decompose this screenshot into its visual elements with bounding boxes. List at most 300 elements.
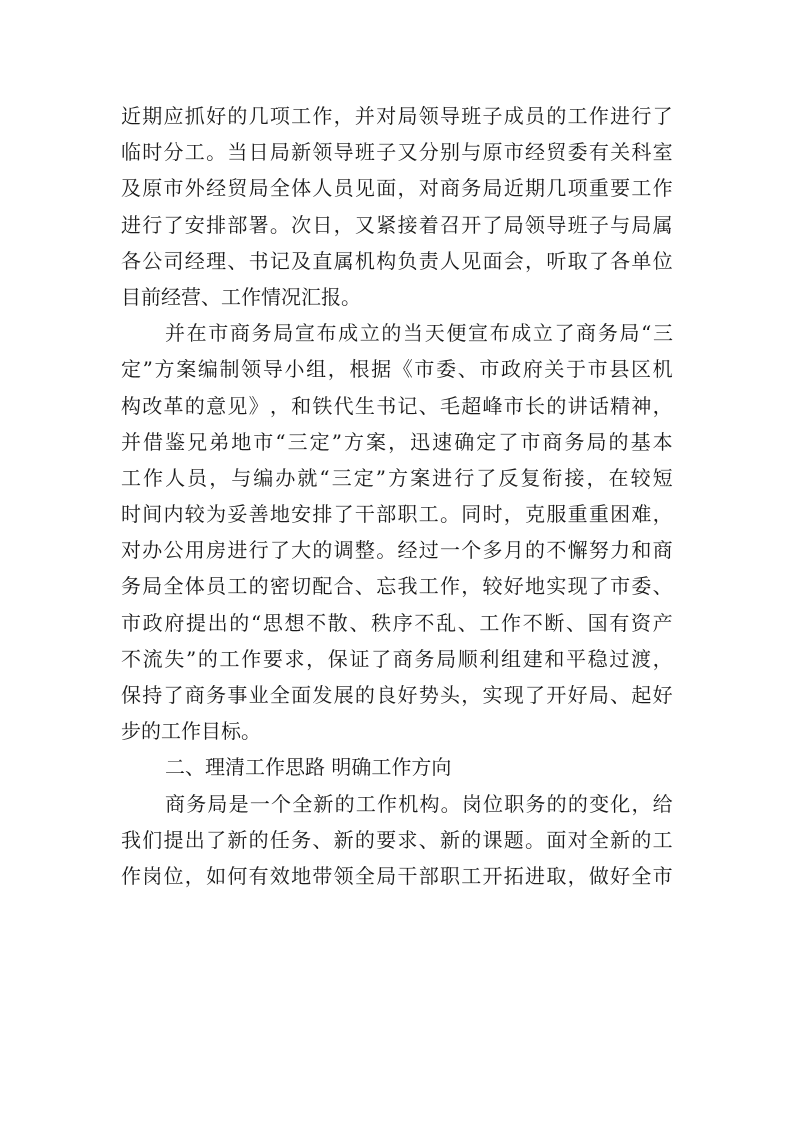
glyph: 局 xyxy=(248,176,269,201)
glyph: 员 xyxy=(187,465,208,490)
glyph: 地 xyxy=(291,863,312,888)
glyph: 作 xyxy=(652,176,673,201)
glyph: 不 xyxy=(121,646,141,671)
glyph: 进 xyxy=(432,465,453,490)
glyph: 日 xyxy=(248,140,269,165)
glyph: 的 xyxy=(608,429,629,454)
glyph: 单 xyxy=(631,248,652,273)
glyph: 的 xyxy=(312,538,333,563)
glyph: 定 xyxy=(353,465,374,490)
glyph: 弟 xyxy=(209,429,230,454)
glyph: 工 xyxy=(567,104,588,128)
glyph: 市 xyxy=(208,321,229,346)
glyph: 面 xyxy=(546,827,567,852)
glyph: 出 xyxy=(207,610,228,635)
glyph: 工 xyxy=(461,863,482,888)
glyph: 导 xyxy=(262,357,283,382)
glyph: 召 xyxy=(439,212,460,237)
glyph: 的 xyxy=(546,104,567,128)
glyph: 配 xyxy=(312,574,333,599)
glyph: 工 xyxy=(291,104,312,128)
glyph: 商 xyxy=(439,176,460,201)
glyph: 了 xyxy=(163,683,184,707)
glyph: 的 xyxy=(354,827,375,852)
glyph: 带 xyxy=(312,863,333,888)
text-line xyxy=(121,822,673,858)
glyph: 市 xyxy=(503,140,524,165)
glyph: 有 xyxy=(248,863,269,888)
glyph: 局 xyxy=(586,429,607,454)
glyph: 调 xyxy=(333,538,354,563)
glyph: 期 xyxy=(142,104,163,128)
glyph: 府 xyxy=(164,610,185,635)
glyph: 职 xyxy=(439,863,460,888)
glyph: 县 xyxy=(609,357,630,382)
glyph: 宣 xyxy=(294,321,315,346)
glyph: 各 xyxy=(121,248,141,273)
glyph: 忘 xyxy=(376,574,397,599)
glyph: 商 xyxy=(229,321,250,346)
glyph: 散 xyxy=(327,610,348,635)
text-line xyxy=(121,279,673,315)
glyph: 难 xyxy=(631,502,652,527)
glyph: 题 xyxy=(503,827,524,852)
glyph: 机 xyxy=(398,791,419,816)
glyph: 铁 xyxy=(312,393,333,418)
glyph: 事 xyxy=(227,683,248,707)
text-line xyxy=(121,713,673,749)
glyph: 又 xyxy=(354,212,375,237)
glyph: 外 xyxy=(184,176,205,201)
glyph: 日 xyxy=(312,212,333,237)
glyph: 发 xyxy=(312,683,333,707)
glyph: 有 xyxy=(609,610,630,635)
glyph: 利 xyxy=(479,646,500,671)
glyph: 革 xyxy=(163,393,184,418)
glyph: 效 xyxy=(269,863,290,888)
glyph: 局 xyxy=(207,791,228,816)
glyph: 排 xyxy=(206,212,227,237)
glyph: 办 xyxy=(142,538,163,563)
glyph: 编 xyxy=(253,465,274,490)
text-line xyxy=(121,532,673,568)
glyph: 基 xyxy=(630,429,651,454)
glyph: 多 xyxy=(482,538,503,563)
glyph: 起 xyxy=(631,683,652,707)
glyph: 全 xyxy=(269,176,290,201)
glyph: 头 xyxy=(439,683,460,707)
glyph: 了 xyxy=(476,465,497,490)
glyph: 司 xyxy=(163,248,184,273)
text-line xyxy=(121,858,673,894)
glyph: 了 xyxy=(525,683,546,707)
glyph: 宣 xyxy=(467,321,488,346)
glyph: 新 xyxy=(439,827,460,852)
glyph: 好 xyxy=(610,863,631,888)
glyph: 取 xyxy=(546,863,567,888)
glyph: 展 xyxy=(333,683,354,707)
glyph: 善 xyxy=(248,502,269,527)
glyph: 过 xyxy=(609,646,630,671)
glyph: 的 xyxy=(197,646,218,671)
glyph: 本 xyxy=(652,429,673,454)
glyph: 服 xyxy=(546,502,567,527)
glyph: ， xyxy=(397,176,418,201)
glyph: 期 xyxy=(525,176,546,201)
glyph: 克 xyxy=(525,502,546,527)
glyph: 鉴 xyxy=(165,429,186,454)
glyph: 行 xyxy=(454,465,475,490)
glyph: 保 xyxy=(121,683,141,707)
glyph: 见 xyxy=(354,176,375,201)
glyph: 国 xyxy=(587,610,608,635)
glyph: 机 xyxy=(652,357,673,382)
glyph: 商 xyxy=(576,321,597,346)
glyph: 办 xyxy=(275,465,296,490)
glyph: 属 xyxy=(652,212,673,237)
glyph: 平 xyxy=(566,646,587,671)
glyph: 一 xyxy=(439,538,460,563)
glyph: 重 xyxy=(588,176,609,201)
glyph: 力 xyxy=(610,538,631,563)
glyph: 局 xyxy=(273,321,294,346)
glyph: 几 xyxy=(546,176,567,201)
glyph: 贸 xyxy=(227,176,248,201)
glyph: 作 xyxy=(143,465,164,490)
glyph: 位 xyxy=(163,863,184,888)
glyph: 府 xyxy=(522,357,543,382)
glyph: 天 xyxy=(424,321,445,346)
glyph: 构 xyxy=(419,791,440,816)
glyph: 课 xyxy=(482,827,503,852)
glyph: 临 xyxy=(121,140,141,165)
text-line xyxy=(121,605,673,641)
glyph: 并 xyxy=(121,429,141,454)
glyph: 三 xyxy=(287,429,308,454)
glyph: ， xyxy=(269,393,290,418)
glyph: 神 xyxy=(631,393,652,418)
glyph: 好 xyxy=(503,574,524,599)
glyph: 务 xyxy=(186,791,207,816)
glyph: 和 xyxy=(291,393,312,418)
glyph: 了 xyxy=(371,646,392,671)
glyph: 全 xyxy=(292,791,313,816)
glyph: ， xyxy=(333,212,354,237)
glyph: 行 xyxy=(631,104,652,128)
glyph: 着 xyxy=(418,212,439,237)
glyph: 负 xyxy=(397,248,418,273)
glyph: 市 xyxy=(163,176,184,201)
glyph: 不 xyxy=(546,538,567,563)
glyph: 拓 xyxy=(503,863,524,888)
glyph: 及 xyxy=(121,176,141,201)
glyph: 立 xyxy=(532,321,553,346)
glyph: ， xyxy=(652,502,673,527)
glyph: 当 xyxy=(403,321,424,346)
glyph: 证 xyxy=(349,646,370,671)
glyph: 要 xyxy=(262,646,283,671)
glyph: 了 xyxy=(554,321,575,346)
glyph: 方 xyxy=(343,429,364,454)
glyph: 化 xyxy=(610,791,631,816)
body-text xyxy=(121,98,673,894)
glyph: 房 xyxy=(206,538,227,563)
glyph: 对 xyxy=(121,538,141,563)
glyph: 局 xyxy=(619,321,640,346)
glyph: 了 xyxy=(269,538,290,563)
glyph: 干 xyxy=(354,502,375,527)
glyph: 构 xyxy=(121,393,141,418)
glyph: 接 xyxy=(564,465,585,490)
glyph: 》 xyxy=(248,393,269,418)
glyph: ， xyxy=(586,465,607,490)
glyph: 一 xyxy=(249,791,270,816)
glyph: 工 xyxy=(479,610,500,635)
glyph: 、 xyxy=(457,357,478,382)
glyph: 了 xyxy=(498,429,519,454)
glyph: 超 xyxy=(461,393,482,418)
glyph: 取 xyxy=(567,248,588,273)
glyph: 全 xyxy=(588,827,609,852)
glyph: 了 xyxy=(333,502,354,527)
glyph: 见 xyxy=(461,248,482,273)
glyph: 记 xyxy=(269,248,290,273)
glyph: 任 xyxy=(269,827,290,852)
glyph: 实 xyxy=(546,574,567,599)
glyph: 不 xyxy=(306,610,327,635)
glyph: 经 xyxy=(206,176,227,201)
glyph: 务 xyxy=(564,429,585,454)
glyph: 。 xyxy=(440,791,461,816)
glyph: 领 xyxy=(525,212,546,237)
glyph: 的 xyxy=(248,827,269,852)
glyph: 地 xyxy=(269,502,290,527)
glyph: 商 xyxy=(184,683,205,707)
glyph: 好 xyxy=(206,104,227,128)
glyph: 公 xyxy=(163,538,184,563)
glyph: 局 xyxy=(482,176,503,201)
glyph: 在 xyxy=(186,321,207,346)
glyph: 、 xyxy=(610,683,631,707)
glyph: 定 xyxy=(121,357,141,382)
glyph: 保 xyxy=(327,646,348,671)
glyph: 干 xyxy=(397,863,418,888)
glyph: 务 xyxy=(525,791,546,816)
glyph: 合 xyxy=(333,574,354,599)
glyph: 对 xyxy=(376,104,397,128)
glyph: 排 xyxy=(312,502,333,527)
glyph: 贸 xyxy=(546,140,567,165)
glyph: 班 xyxy=(567,212,588,237)
glyph: 的 xyxy=(525,538,546,563)
glyph: 重 xyxy=(588,502,609,527)
glyph: 在 xyxy=(608,465,629,490)
glyph: 子 xyxy=(482,104,503,128)
glyph: 同 xyxy=(461,502,482,527)
glyph: 借 xyxy=(143,429,164,454)
glyph: 变 xyxy=(589,791,610,816)
text-line xyxy=(121,424,673,460)
glyph: 较 xyxy=(184,502,205,527)
glyph: 工 xyxy=(227,574,248,599)
glyph: 月 xyxy=(503,538,524,563)
glyph: 员 xyxy=(525,104,546,128)
glyph: 切 xyxy=(291,574,312,599)
glyph: 的 xyxy=(227,104,248,128)
glyph: 原 xyxy=(482,140,503,165)
text-line xyxy=(121,641,673,677)
glyph: 毛 xyxy=(439,393,460,418)
glyph: 案 xyxy=(366,429,387,454)
glyph: 见 xyxy=(227,393,248,418)
glyph: 项 xyxy=(269,104,290,128)
glyph: ， xyxy=(567,863,588,888)
paragraph-first-line xyxy=(121,315,673,351)
glyph: ， xyxy=(503,502,524,527)
glyph: ， xyxy=(209,465,230,490)
glyph: 立 xyxy=(359,321,380,346)
glyph: 岗 xyxy=(142,863,163,888)
glyph: 案 xyxy=(176,357,197,382)
glyph: 我 xyxy=(121,827,141,852)
glyph: 、 xyxy=(227,248,248,273)
glyph: 好 xyxy=(567,683,588,707)
glyph: 。 xyxy=(439,502,460,527)
glyph: 体 xyxy=(291,176,312,201)
glyph: 用 xyxy=(184,538,205,563)
glyph: 的 xyxy=(381,321,402,346)
glyph: 、 xyxy=(418,393,439,418)
glyph: 项 xyxy=(567,176,588,201)
glyph: 作 xyxy=(241,646,262,671)
glyph: 工 xyxy=(121,465,141,490)
glyph: 。 xyxy=(206,140,227,165)
glyph: 时 xyxy=(482,502,503,527)
glyph: 势 xyxy=(418,683,439,707)
glyph: ， xyxy=(461,574,482,599)
glyph: ， xyxy=(388,429,409,454)
glyph: 好 xyxy=(397,683,418,707)
text-line xyxy=(121,207,673,243)
glyph: 不 xyxy=(522,610,543,635)
glyph: 了 xyxy=(206,827,227,852)
glyph: 复 xyxy=(520,465,541,490)
glyph: 与 xyxy=(610,212,631,237)
glyph: 局 xyxy=(588,683,609,707)
glyph: 。 xyxy=(269,212,290,237)
glyph: 工 xyxy=(355,791,376,816)
glyph: 及 xyxy=(291,248,312,273)
glyph: ， xyxy=(525,248,546,273)
text-line xyxy=(121,460,673,496)
glyph: 应 xyxy=(163,104,184,128)
glyph: 务 xyxy=(121,574,141,599)
glyph: 市 xyxy=(479,357,500,382)
glyph: 委 xyxy=(436,357,457,382)
glyph: 实 xyxy=(482,683,503,707)
glyph: 给 xyxy=(652,791,673,816)
glyph: 建 xyxy=(522,646,543,671)
glyph: 安 xyxy=(291,502,312,527)
glyph: 科 xyxy=(631,140,652,165)
glyph: 工 xyxy=(219,646,240,671)
glyph: 部 xyxy=(376,502,397,527)
text-line xyxy=(121,677,673,713)
glyph: 时 xyxy=(142,140,163,165)
glyph: 全 xyxy=(269,683,290,707)
glyph: 公 xyxy=(142,248,163,273)
glyph: 听 xyxy=(546,248,567,273)
glyph: 室 xyxy=(652,140,673,165)
glyph: 新 xyxy=(291,140,312,165)
glyph: 案 xyxy=(410,465,431,490)
text-line xyxy=(121,134,673,170)
glyph: 、 xyxy=(354,574,375,599)
glyph: 责 xyxy=(418,248,439,273)
glyph: 委 xyxy=(567,140,588,165)
glyph: 迅 xyxy=(410,429,431,454)
glyph: 大 xyxy=(291,538,312,563)
glyph: 要 xyxy=(376,827,397,852)
glyph: 了 xyxy=(588,248,609,273)
glyph: 市 xyxy=(253,429,274,454)
glyph: 商 xyxy=(165,791,185,816)
glyph: 工 xyxy=(418,502,439,527)
glyph: 工 xyxy=(631,176,652,201)
glyph: 成 xyxy=(511,321,532,346)
glyph: 经 xyxy=(525,140,546,165)
glyph: 出 xyxy=(184,827,205,852)
glyph: 关 xyxy=(544,357,565,382)
line-text: 目前经营、工作情况汇报。 xyxy=(121,284,361,309)
glyph: 对 xyxy=(567,827,588,852)
glyph: 。 xyxy=(376,538,397,563)
glyph: 了 xyxy=(588,574,609,599)
glyph: 较 xyxy=(630,465,651,490)
glyph: 作 xyxy=(377,791,398,816)
glyph: 断 xyxy=(544,610,565,635)
glyph: 部 xyxy=(418,863,439,888)
glyph: 渡 xyxy=(630,646,651,671)
glyph: 理 xyxy=(206,248,227,273)
glyph: 开 xyxy=(461,212,482,237)
glyph: 作 xyxy=(588,104,609,128)
glyph: 子 xyxy=(588,212,609,237)
glyph: ， xyxy=(184,863,205,888)
glyph: ， xyxy=(327,357,348,382)
glyph: 如 xyxy=(206,863,227,888)
glyph: 全 xyxy=(354,863,375,888)
glyph: 不 xyxy=(414,610,435,635)
glyph: 与 xyxy=(461,140,482,165)
glyph: 局 xyxy=(503,212,524,237)
glyph: 代 xyxy=(333,393,354,418)
glyph: 确 xyxy=(454,429,475,454)
glyph: 紧 xyxy=(376,212,397,237)
glyph: 务 xyxy=(251,321,272,346)
glyph: 过 xyxy=(418,538,439,563)
glyph: 新 xyxy=(610,827,631,852)
glyph: ， xyxy=(652,393,673,418)
glyph: 流 xyxy=(142,646,163,671)
glyph: 的 xyxy=(461,827,482,852)
glyph: 全 xyxy=(631,863,652,888)
glyph: 个 xyxy=(461,538,482,563)
glyph: 抓 xyxy=(184,104,205,128)
glyph: 兄 xyxy=(187,429,208,454)
glyph: 顺 xyxy=(457,646,478,671)
glyph: 便 xyxy=(446,321,467,346)
